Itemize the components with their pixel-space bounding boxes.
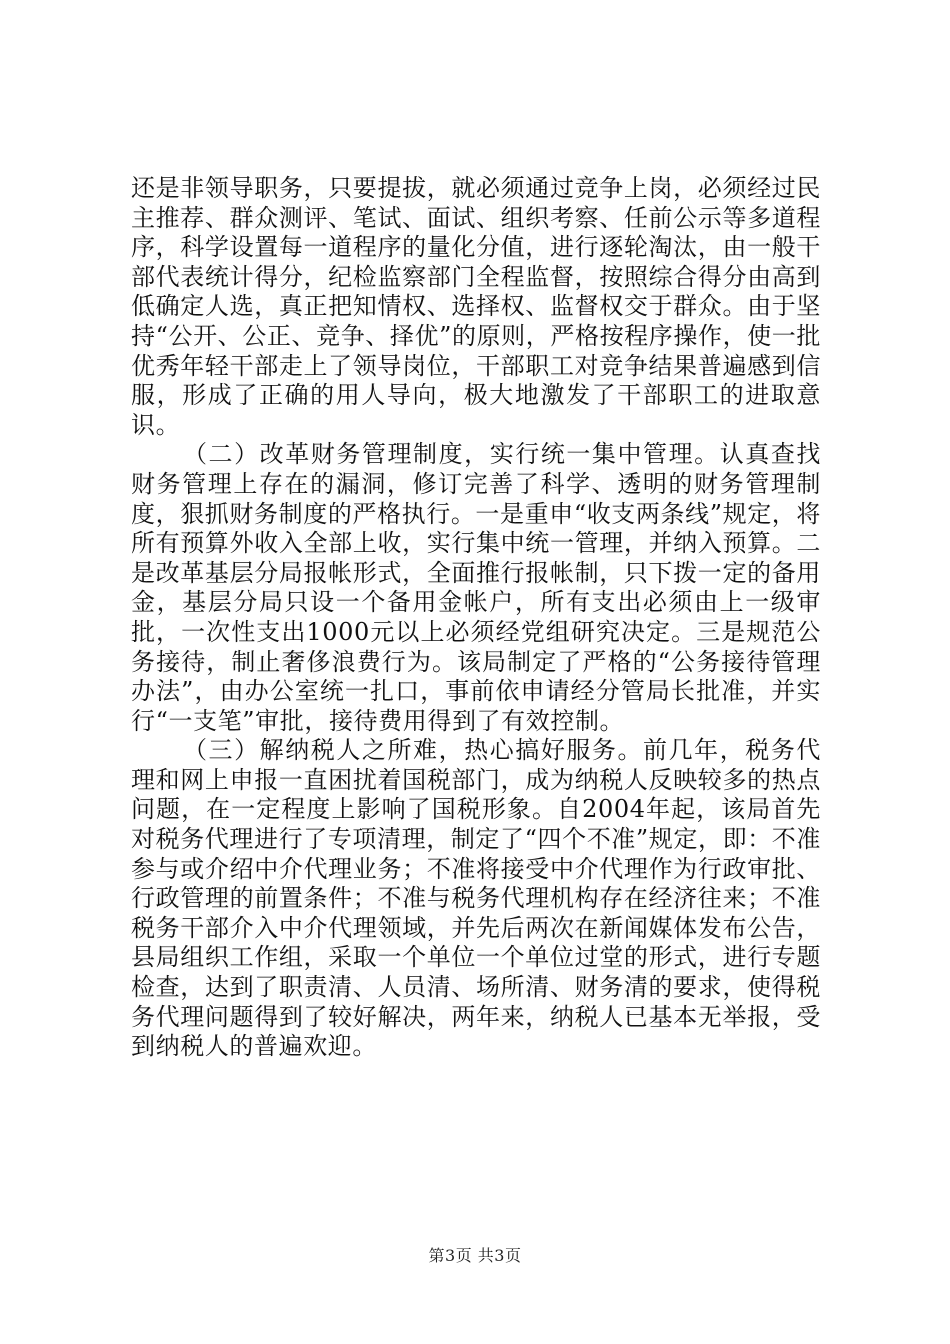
paragraph-finance-management: （二）改革财务管理制度，实行统一集中管理。认真查找财务管理上存在的漏洞，修订完善了科学、透明的财务管理制度，狠抓财务制度的严格执行。一是重申“收支两条线”规定，将所有预算外收入全部上收，实行集中统一管理，并纳入预算。二是改革基层分局报帐形式，全面推行报帐制，只下拨一定的备用金，基层分局只设一个备用金帐户，所有支出必须由上一级审批，一次性支出1000元以上必须经党组研究决定。三是规范公务接待，制止奢侈浪费行为。该局制定了严格的“公务接待管理办法”，由办公室统一扎口，事前依申请经分管局长批准，并实行“一支笔”审批，接待费用得到了有效控制。 (131, 440, 821, 735)
paragraph-continuation: 还是非领导职务，只要提拔，就必须通过竞争上岗，必须经过民主推荐、群众测评、笔试、面试、组织考察、任前公示等多道程序，科学设置每一道程序的量化分值，进行逐轮淘汰，由一般干部代表统计得分，纪检监察部门全程监督，按照综合得分由高到低确定人选，真正把知情权、选择权、监督权交于群众。由于坚持“公开、公正、竞争、择优”的原则，严格按程序操作，使一批优秀年轻干部走上了领导岗位，干部职工对竞争结果普遍感到信服，形成了正确的用人导向，极大地激发了干部职工的进取意识。 (131, 174, 821, 439)
page-footer: 第3页 共3页 (428, 1246, 522, 1265)
document-body (131, 174, 821, 1062)
paragraph-taxpayer-service: （三）解纳税人之所难，热心搞好服务。前几年，税务代理和网上申报一直困扰着国税部门，成为纳税人反映较多的热点问题，在一定程度上影响了国税形象。自2004年起，该局首先对税务代理进行了专项清理，制定了“四个不准”规定，即：不准参与或介绍中介代理业务；不准将接受中介代理作为行政审批、行政管理的前置条件；不准与税务代理机构存在经济往来；不准税务干部介入中介代理领域，并先后两次在新闻媒体发布公告，县局组织工作组，采取一个单位一个单位过堂的形式，进行专题检查，达到了职责清、人员清、场所清、财务清的要求，使得税务代理问题得到了较好解决，两年来，纳税人已基本无举报，受到纳税人的普遍欢迎。 (131, 736, 821, 1061)
